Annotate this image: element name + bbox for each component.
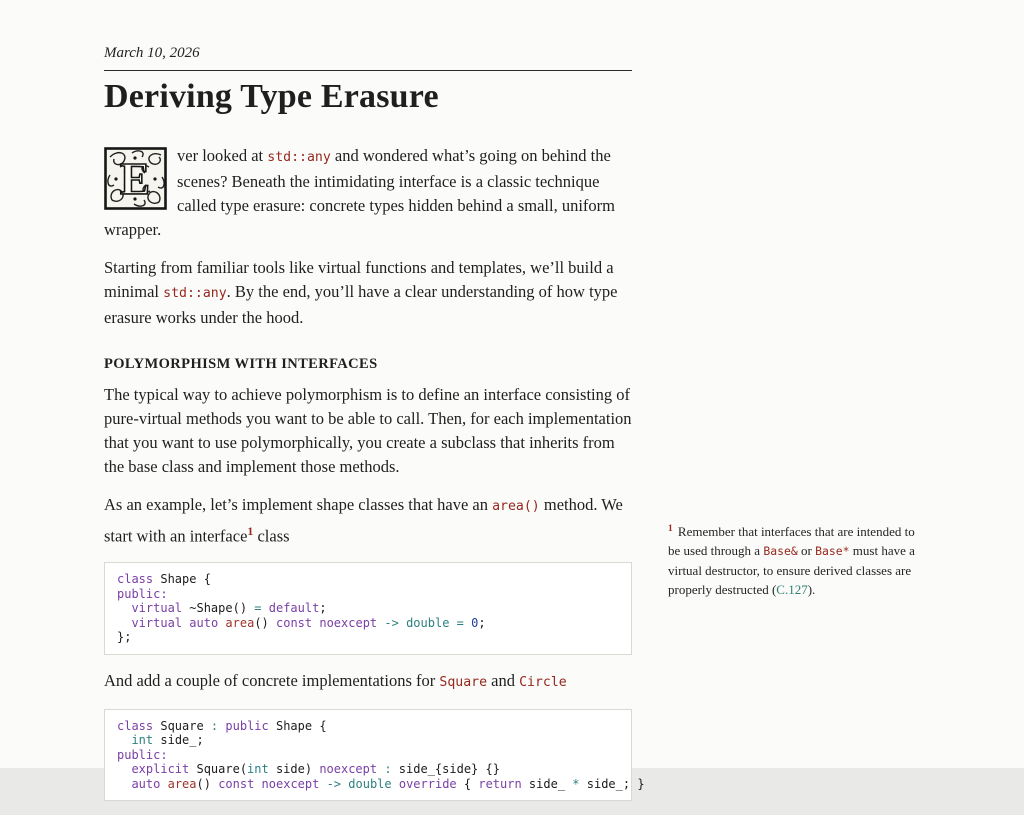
code-token: Shape { (268, 718, 327, 733)
code-token: override (398, 776, 457, 791)
code-token: ; (319, 601, 327, 616)
code-token: auto (189, 615, 219, 630)
code-token (262, 601, 269, 615)
code-token: class (117, 718, 154, 733)
code-line (117, 630, 619, 645)
code-token: default (268, 601, 320, 616)
paragraph-concrete-impls: And add a couple of concrete implementations for Square and Circle (104, 670, 567, 690)
code-token: side_ (521, 776, 573, 791)
code-token: const (218, 776, 255, 791)
inline-code: Circle (519, 674, 567, 690)
code-token: Square (153, 718, 211, 733)
code-token: public: (117, 586, 168, 601)
ref-link[interactable]: C.127 (776, 582, 808, 598)
code-token: * (572, 776, 580, 791)
inline-code: Base* (815, 544, 850, 559)
code-token: area (167, 776, 197, 791)
code-token: class (117, 572, 154, 587)
inline-code: area() (492, 498, 540, 514)
post-date: March 10, 2026 (104, 45, 200, 61)
section-heading-polymorphism: POLYMORPHISM WITH INTERFACES (104, 355, 378, 372)
code-token: -> (384, 615, 399, 630)
header-rule (104, 70, 632, 71)
code-line (117, 762, 619, 777)
code-line (117, 616, 619, 631)
code-token: }; (117, 630, 132, 645)
code-token: auto (131, 776, 161, 791)
code-token: -> (326, 776, 342, 791)
code-token: Square( (189, 762, 248, 777)
sidenote-footnote-1 (668, 520, 920, 599)
paragraph-example-shapes: As an example, let’s implement shape classes that have an area() method. We start with an interface$^1$ class (104, 494, 623, 546)
footnote-ref: 1 (668, 524, 673, 534)
code-token (254, 777, 261, 791)
code-block-square-class (104, 709, 645, 802)
code-token: noexcept (319, 615, 378, 630)
paragraph-build-minimal: Starting from familiar tools like virtual functions and templates, we’ll build a minimal std::any. By the end, you’ll have a clear understanding of how type erasure works under the hood. (104, 257, 618, 327)
code-token: : (384, 762, 392, 777)
code-line (117, 601, 619, 616)
article-main (104, 44, 645, 815)
code-token: int (247, 762, 269, 777)
code-token: int (131, 733, 154, 748)
code-token: public (225, 718, 269, 733)
code-token (117, 733, 131, 747)
code-token: side) (268, 762, 320, 777)
code-token: virtual (131, 615, 183, 630)
ornate-e-icon (104, 147, 167, 210)
code-token (160, 777, 167, 791)
code-token: : (210, 718, 219, 733)
code-token: public: (117, 747, 168, 762)
code-token: side_{side} {} (391, 762, 500, 777)
code-block-shape-interface (104, 562, 632, 655)
code-line (117, 719, 619, 734)
code-line (117, 748, 619, 763)
code-token: Shape { (153, 572, 211, 587)
footnote-ref: 1 (247, 523, 254, 538)
code-token: () (196, 776, 219, 791)
code-line (117, 733, 619, 748)
inline-code: Square (439, 674, 488, 690)
code-line (117, 776, 645, 792)
dropcap-initial-image (104, 147, 167, 210)
code-token: { (456, 776, 479, 791)
code-line (117, 572, 619, 587)
code-token (117, 762, 131, 776)
inline-code: std::any (267, 149, 331, 165)
sidenote-text: $^1$ Remember that interfaces that are intended to be used through a Base& or Base* must have a virtual destructor, to ensure derived classes are properly destructed (C.127). (668, 524, 915, 598)
code-token: explicit (131, 762, 190, 777)
code-token (117, 601, 131, 615)
paragraph-intro-text: ver looked at std::any and wondered what’s going on behind the scenes? Beneath the intimidating interface is a classic technique called type erasure: concrete types hidden behind a small, uniform wrapper. (104, 145, 616, 239)
code-token: double (406, 615, 450, 630)
code-token: side_; } (579, 776, 645, 791)
code-token: 0 (471, 615, 479, 630)
code-token (117, 616, 131, 630)
code-token (449, 616, 456, 630)
code-token: ; (478, 615, 486, 630)
code-token: () (254, 615, 276, 630)
code-line (117, 587, 619, 602)
code-token: noexcept (319, 762, 378, 777)
inline-code: Base& (763, 544, 798, 559)
code-token: virtual (131, 601, 183, 616)
code-token: double (348, 776, 392, 791)
code-token: area (225, 615, 255, 630)
code-token: side_; (153, 733, 204, 748)
code-token: ~Shape() (182, 601, 255, 616)
code-token: return (478, 776, 522, 791)
code-token (319, 777, 326, 791)
page-title: Deriving Type Erasure (104, 78, 439, 115)
code-token: const (276, 615, 313, 630)
code-token (117, 777, 131, 791)
code-token: = (456, 615, 464, 630)
paragraph-typical-way: The typical way to achieve polymorphism is to define an interface consisting of pure-virtual methods you want to be able to call. Then, for each implementation that you want to use polymorphically, you create a subclass that inherits from the base class and implement those methods. (104, 384, 632, 476)
code-token (392, 777, 399, 791)
code-token: = (254, 601, 262, 616)
inline-code: std::any (163, 285, 227, 301)
code-token: noexcept (261, 776, 320, 791)
code-token (399, 616, 406, 630)
svg-text:E: E (119, 153, 151, 204)
paragraph-intro (104, 144, 632, 242)
